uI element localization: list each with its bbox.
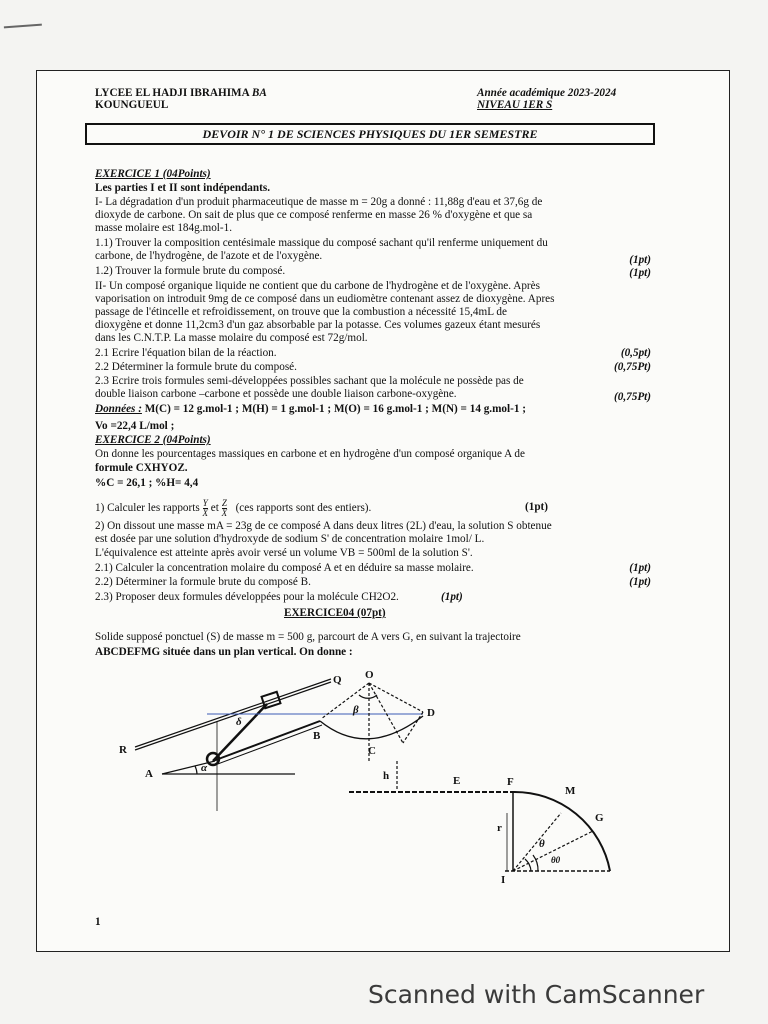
beta-arc bbox=[359, 695, 377, 698]
points-label: (1pt) bbox=[441, 591, 463, 603]
points-label: (1pt) bbox=[629, 254, 651, 266]
incline-ab bbox=[213, 721, 320, 761]
points-label: (0,5pt) bbox=[620, 347, 651, 359]
ex1-line: passage de l'étincelle et refroidissement, on trouve que la combustion a nécessité 15,4mL de bbox=[95, 306, 507, 318]
ex2-line: L'équivalence est atteinte après avoir versé un volume VB = 500ml de la solution S'. bbox=[95, 547, 473, 559]
ex4-heading: EXERCICE04 (07pt) bbox=[284, 607, 386, 619]
label-e: E bbox=[453, 775, 461, 787]
camscanner-watermark: Scanned with CamScanner bbox=[368, 980, 705, 1009]
school-name: LYCEE EL HADJI IBRAHIMA BA bbox=[95, 87, 267, 99]
arc-bcd bbox=[320, 716, 423, 739]
ex1-line: dioxyde de carbone. On sait de plus que ce composé renferme en masse 26 % d'oxygène et que sa bbox=[95, 209, 533, 221]
rail-line bbox=[135, 679, 331, 747]
ex2-q21: 2.1) Calculer la concentration molaire du composé A et en déduire sa masse molaire. bbox=[95, 562, 474, 574]
label-b: B bbox=[313, 730, 321, 742]
ex2-formula: formule CXHYOZ. bbox=[95, 462, 188, 474]
radius-line bbox=[369, 683, 403, 743]
theta-arc bbox=[525, 859, 531, 871]
points-label: (0,75Pt) bbox=[614, 361, 651, 373]
ex1-line: double liaison carbone –carbone et possède une double liaison carbone-oxygène. bbox=[95, 388, 457, 400]
label-delta: δ bbox=[236, 716, 242, 728]
label-c: C bbox=[368, 745, 376, 757]
label-alpha: α bbox=[201, 762, 208, 774]
class-level: NIVEAU 1ER S bbox=[477, 99, 553, 111]
points-label: (1pt) bbox=[629, 576, 651, 588]
label-d: D bbox=[427, 707, 435, 719]
label-theta0: θ0 bbox=[551, 855, 561, 865]
ex2-line: est dosée par une solution d'hydroxyde de sodium S' de concentration molaire 1mol/ L. bbox=[95, 533, 485, 545]
ex1-line: dioxygène et donne 11,2cm3 d'un gaz absorbable par la potasse. Ces volumes gazeux étant mesurés bbox=[95, 319, 541, 331]
ex2-q2: 2) On dissout une masse mA = 23g de ce composé A dans deux litres (2L) d'eau, la solution S obtenue bbox=[95, 520, 552, 532]
ex1-donnees: Données : M(C) = 12 g.mol-1 ; M(H) = 1 g.mol-1 ; M(O) = 16 g.mol-1 ; M(N) = 14 g.mol-1 ; bbox=[95, 403, 526, 415]
label-q: Q bbox=[333, 674, 342, 686]
ex1-line: I- La dégradation d'un produit pharmaceutique de masse m = 20g a donné : 11,88g d'eau et 37,6g de bbox=[95, 196, 543, 208]
ex1-vo: Vo =22,4 L/mol ; bbox=[95, 420, 175, 432]
ex1-part2: II- Un composé organique liquide ne contient que du carbone de l'hydrogène et de l'oxygène. Après bbox=[95, 280, 540, 292]
ex1-q11: 1.1) Trouver la composition centésimale massique du composé sachant qu'il renferme uniquement du bbox=[95, 237, 548, 249]
points-label: (1pt) bbox=[629, 562, 651, 574]
ex2-line: On donne les pourcentages massiques en carbone et en hydrogène d'un composé organique A de bbox=[95, 448, 525, 460]
label-r: R bbox=[119, 744, 127, 756]
ex2-percentages: %C = 26,1 ; %H= 4,4 bbox=[95, 477, 199, 489]
ex1-q12: 1.2) Trouver la formule brute du composé. bbox=[95, 265, 286, 277]
pen-mark bbox=[4, 24, 42, 33]
exam-title: DEVOIR N° 1 DE SCIENCES PHYSIQUES DU 1ER SEMESTRE bbox=[202, 127, 538, 141]
ex1-intro: Les parties I et II sont indépendants. bbox=[95, 182, 270, 194]
ex2-q22: 2.2) Déterminer la formule brute du composé B. bbox=[95, 576, 311, 588]
label-o: O bbox=[365, 669, 374, 681]
incline-ab bbox=[215, 725, 322, 765]
label-r-radius: r bbox=[497, 822, 502, 834]
fraction-y-over-x: $\frac{Y}{X}$ bbox=[202, 498, 208, 518]
rod bbox=[213, 704, 267, 761]
label-m: M bbox=[565, 785, 576, 797]
ex1-line: masse molaire est 184g.mol-1. bbox=[95, 222, 233, 234]
page-number: 1 bbox=[95, 916, 101, 928]
ex1-line: vaporisation on introduit 9mg de ce composé dans un eudiomètre contenant assez de dioxygène. Apres bbox=[95, 293, 555, 305]
radius-ig bbox=[513, 831, 593, 871]
school-town: KOUNGUEUL bbox=[95, 99, 169, 111]
label-a: A bbox=[145, 768, 153, 780]
theta0-arc bbox=[533, 855, 538, 871]
alpha-arc bbox=[195, 766, 197, 774]
ex4-line: ABCDEFMG située dans un plan vertical. On donne : bbox=[95, 646, 353, 658]
label-g: G bbox=[595, 812, 604, 824]
label-theta: θ bbox=[539, 838, 545, 850]
trajectory-figure bbox=[37, 71, 729, 951]
arc-fmg bbox=[513, 792, 610, 871]
label-beta: β bbox=[353, 704, 359, 716]
ex1-q22: 2.2 Déterminer la formule brute du composé. bbox=[95, 361, 297, 373]
label-i: I bbox=[501, 874, 506, 886]
fraction-z-over-x: $\frac{Z}{X}$ bbox=[221, 498, 228, 518]
points-label: (1pt) bbox=[525, 501, 548, 513]
ex1-line: carbone, de l'hydrogène, de l'azote et de l'oxygène. bbox=[95, 250, 323, 262]
ex1-q23: 2.3 Ecrire trois formules semi-développées possibles sachant que la molécule ne possède pas de bbox=[95, 375, 524, 387]
ex2-q23: 2.3) Proposer deux formules développées pour la molécule CH2O2. bbox=[95, 591, 399, 603]
points-label: (1pt) bbox=[629, 267, 651, 279]
exam-sheet bbox=[36, 70, 730, 952]
ex1-q21: 2.1 Ecrire l'équation bilan de la réaction. bbox=[95, 347, 277, 359]
label-h: h bbox=[383, 770, 390, 782]
ex1-line: dans les C.N.T.P. La masse molaire du composé est 72g/mol. bbox=[95, 332, 368, 344]
ex2-q1: 1) Calculer les rapports $\frac{Y}{X}$ et $\frac{Z}{X}$ (ces rapports sont des entiers). bbox=[95, 498, 372, 518]
ex1-heading: EXERCICE 1 (04Points) bbox=[95, 168, 211, 180]
ex2-heading: EXERCICE 2 (04Points) bbox=[95, 434, 211, 446]
points-label: (0,75Pt) bbox=[614, 391, 651, 403]
label-f: F bbox=[507, 776, 514, 788]
academic-year: Année académique 2023-2024 bbox=[477, 87, 617, 99]
ex4-line: Solide supposé ponctuel (S) de masse m = 500 g, parcourt de A vers G, en suivant la trajectoire bbox=[95, 631, 521, 643]
